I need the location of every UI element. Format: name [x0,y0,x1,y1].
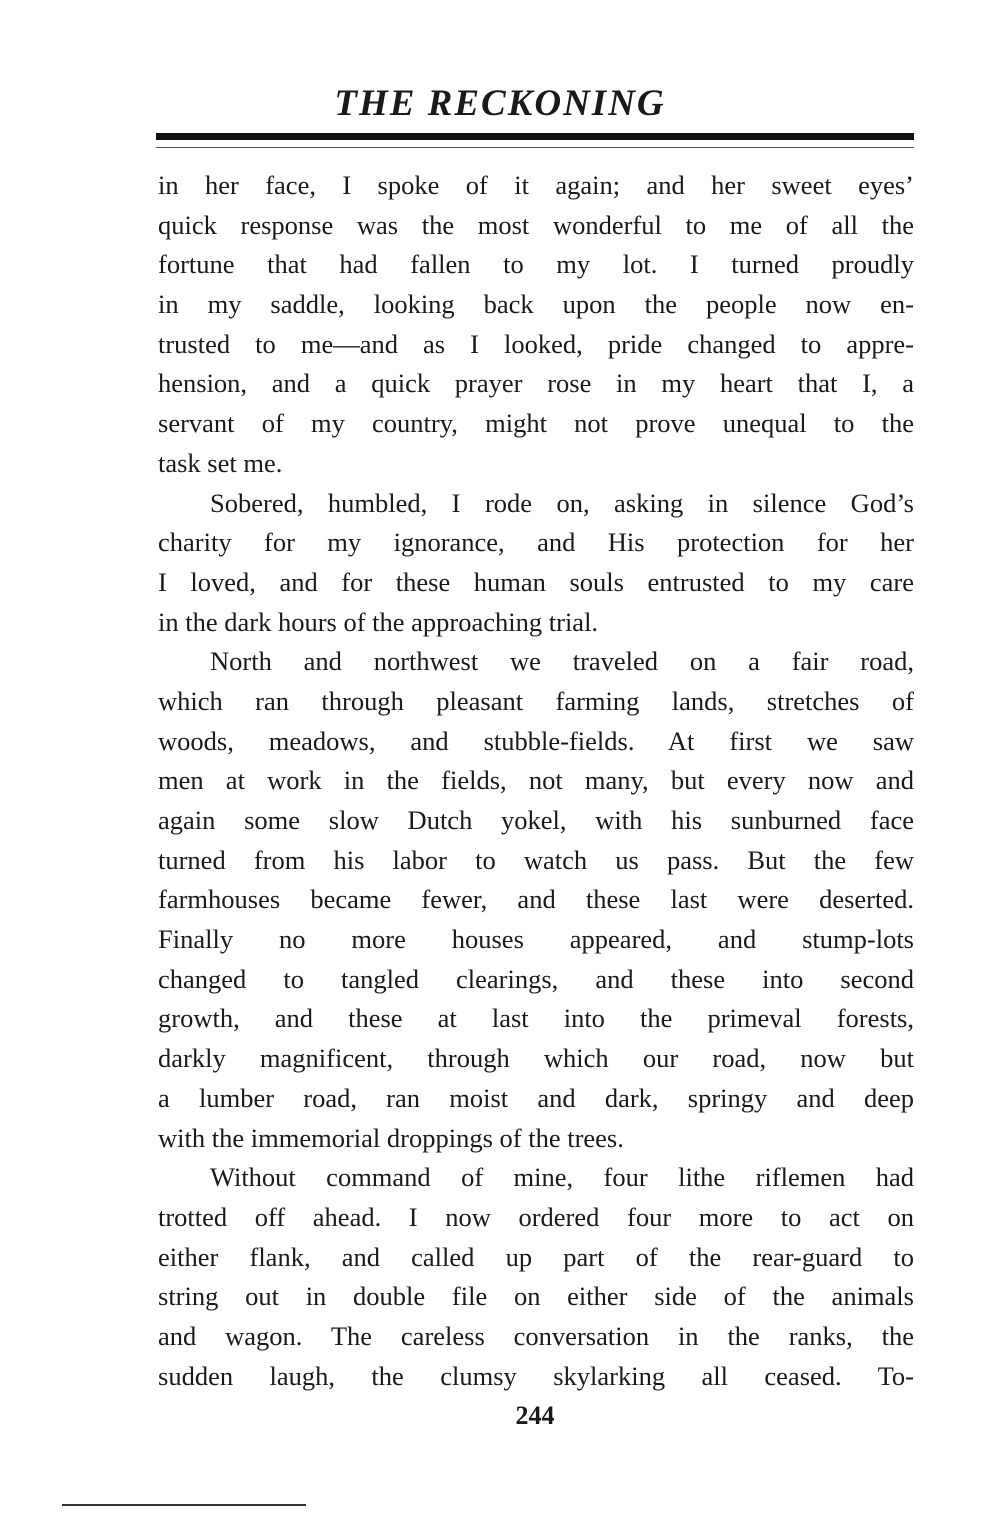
text-line: farmhouses became fewer, and these last were deserted. [158,884,914,915]
text-line: darkly magnificent, through which our road, now but [158,1043,914,1074]
text-line: fortune that had fallen to my lot. I turned proudly [158,249,914,280]
text-line: woods, meadows, and stubble-fields. At first we saw [158,725,914,756]
text-line: in her face, I spoke of it again; and her sweet eyes’ [158,170,914,200]
header-rule-thin [156,147,914,148]
text-line: trusted to me—and as I looked, pride changed to appre- [158,328,914,359]
text-line: and wagon. The careless conversation in the ranks, the [158,1320,914,1351]
text-line: again some slow Dutch yokel, with his sunburned face [158,805,914,835]
text-line: a lumber road, ran moist and dark, springy and deep [158,1082,914,1113]
page-number: 244 [515,1401,555,1430]
text-line: trotted off ahead. I now ordered four more to act on [158,1201,914,1232]
text-line: sudden laugh, the clumsy skylarking all ceased. To- [158,1360,914,1391]
text-line: task set me. [158,447,283,478]
header-rule-thick [156,133,914,140]
text-line: Finally no more houses appeared, and stump-lots [158,924,914,955]
bottom-rule [62,1504,306,1506]
text-line: growth, and these at last into the primeval forests, [158,1003,914,1034]
text-line: men at work in the fields, not many, but every now and [158,765,914,796]
text-line: I loved, and for these human souls entrusted to my care [158,566,914,597]
text-line: quick response was the most wonderful to me of all the [158,209,914,240]
text-line: North and northwest we traveled on a fair road, [210,646,914,677]
text-line: changed to tangled clearings, and these into second [158,963,914,994]
text-line: servant of my country, might not prove unequal to the [158,408,914,439]
body-text [158,166,914,1396]
text-line: which ran through pleasant farming lands, stretches of [158,685,914,716]
text-line: in my saddle, looking back upon the people now en- [158,289,914,320]
text-line: turned from his labor to watch us pass. But the few [158,844,914,875]
text-line: either flank, and called up part of the rear-guard to [158,1241,914,1272]
text-line: in the dark hours of the approaching trial. [158,606,599,637]
text-line: Without command of mine, four lithe riflemen had [210,1162,914,1193]
text-line: charity for my ignorance, and His protection for her [158,527,914,558]
running-head-title: THE RECKONING [334,83,666,124]
text-line: with the immemorial droppings of the trees. [158,1122,624,1153]
text-line: string out in double file on either side of the animals [158,1281,914,1312]
text-line: Sobered, humbled, I rode on, asking in silence God’s [210,487,914,518]
text-line: hension, and a quick prayer rose in my heart that I, a [158,368,914,399]
